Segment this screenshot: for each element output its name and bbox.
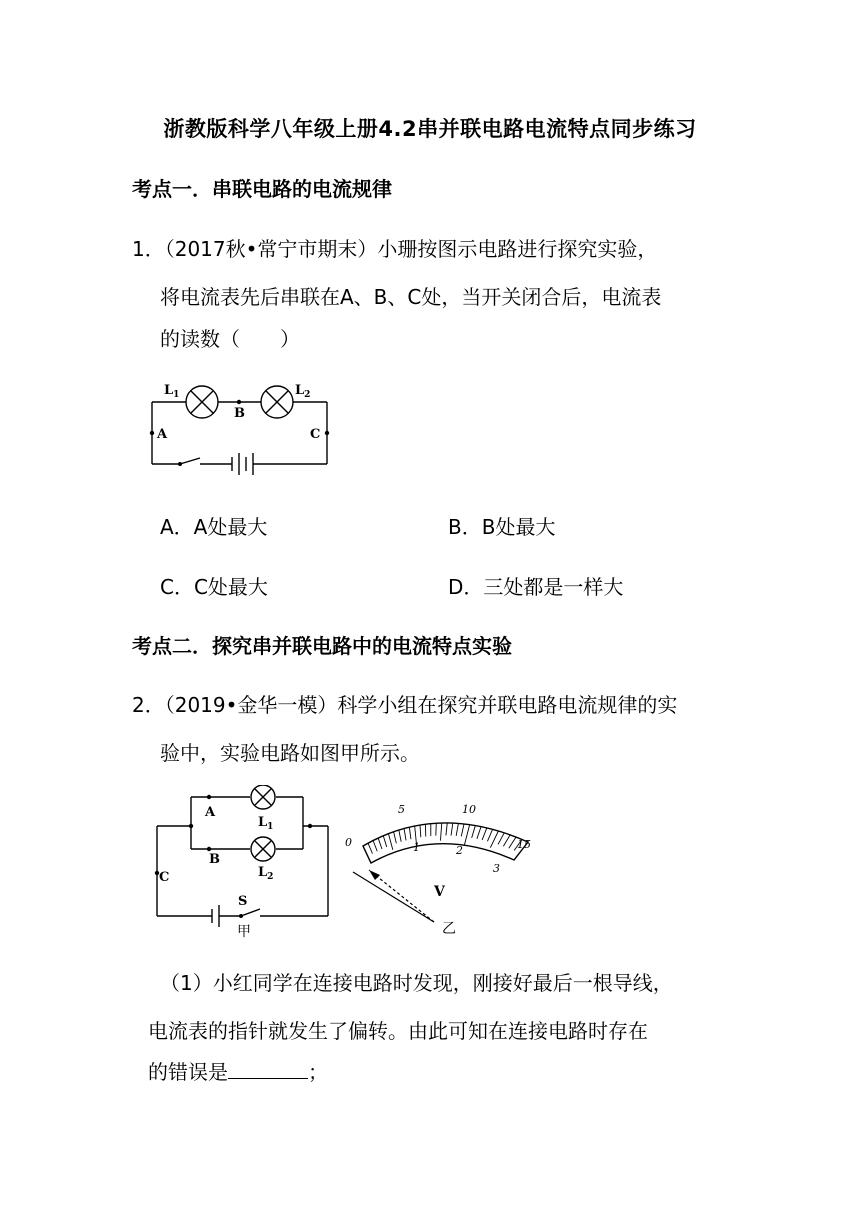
label-a: A [205,805,216,820]
label-c: C [159,870,170,885]
document-title: 浙教版科学八年级上册4.2串并联电路电流特点同步练习 [163,117,697,141]
label-l1: $L_1$ [258,815,274,832]
q1-option-c: C．C处最大 [160,575,268,599]
section-heading-1: 考点一．串联电路的电流规律 [132,177,392,201]
series-circuit-figure [140,372,340,477]
meter-figure [338,796,538,941]
q2-sub1-line2: 电流表的指针就发生了偏转。由此可知在连接电路时存在 [148,1019,648,1043]
meter-label-2: 2 [456,844,463,857]
q1-option-d: D．三处都是一样大 [448,575,624,599]
q1-option-a: A．A处最大 [160,515,268,539]
lamp-l2-icon [251,837,275,861]
q1-text-line3: 的读数（ ） [160,327,300,351]
q2-sub1-line1: （1）小红同学在连接电路时发现，刚接好最后一根导线， [160,971,673,995]
meter-label-v: V [434,884,445,900]
q2-sub1-line3 [148,1056,328,1085]
meter-label-10: 10 [462,803,476,816]
label-b: B [234,406,245,421]
answer-blank[interactable] [228,1060,308,1079]
q1-text-line2: 将电流表先后串联在A、B、C处，当开关闭合后，电流表 [160,285,662,309]
section-heading-2: 考点二．探究串并联电路中的电流特点实验 [132,634,512,658]
label-b: B [209,852,220,867]
parallel-circuit-figure [148,785,338,940]
label-l2: $L_2$ [295,383,311,400]
q2-sub1-prefix: 的错误是 [148,1060,228,1084]
meter-label-3: 3 [493,862,500,875]
q2-sub1-suffix: ； [308,1060,328,1084]
lamp-l2-icon [261,386,293,418]
label-l1: $L_1$ [164,383,180,400]
q1-option-b: B．B处最大 [448,515,556,539]
q1-text-line1: 1．（2017秋•常宁市期末）小珊按图示电路进行探究实验， [132,237,658,261]
lamp-l1-icon [186,386,218,418]
meter-label-1: 1 [413,841,420,854]
label-l2: $L_2$ [258,865,274,882]
meter-pointer-icon [369,870,380,880]
label-c: C [310,427,321,442]
label-jia: 甲 [237,924,251,940]
q2-text-line2: 验中，实验电路如图甲所示。 [160,741,420,765]
meter-label-0: 0 [345,836,352,849]
q2-text-line1: 2．（2019•金华一模）科学小组在探究并联电路电流规律的实 [132,693,678,717]
lamp-l1-icon [251,785,275,809]
label-a: A [157,427,168,442]
label-yi: 乙 [442,921,456,937]
meter-label-5: 5 [398,803,405,816]
meter-label-15: 15 [517,838,531,851]
label-s: S [238,894,248,909]
